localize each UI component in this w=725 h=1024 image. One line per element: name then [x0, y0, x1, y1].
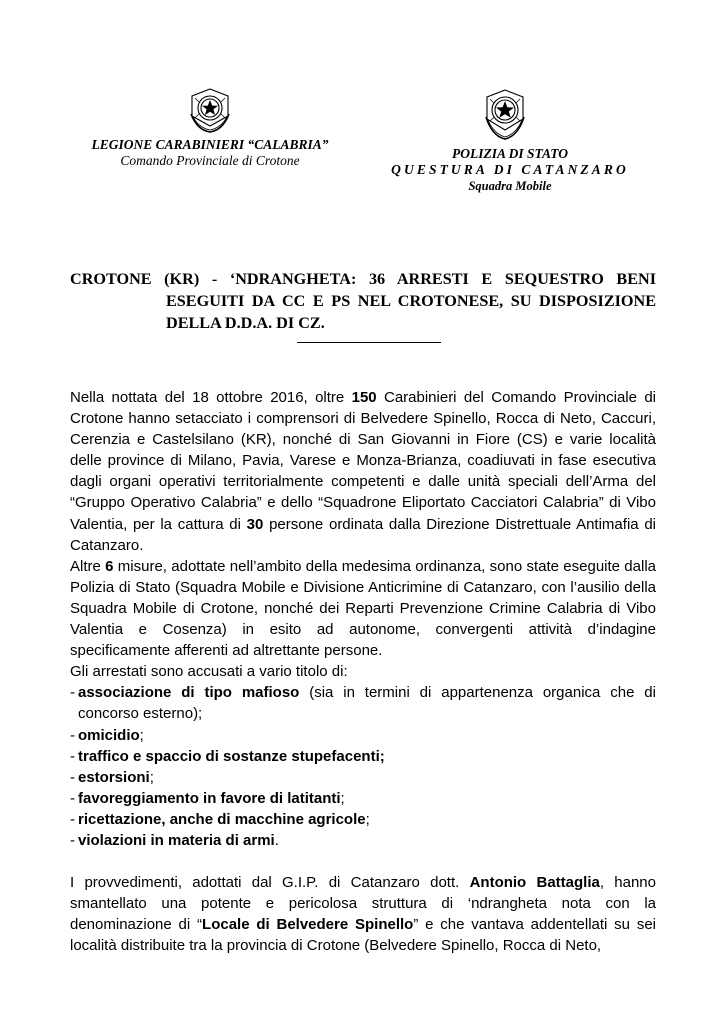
charge-name: favoreggiamento in favore di latitanti: [78, 789, 341, 807]
count-measures: 6: [105, 557, 114, 575]
document-body: [70, 387, 656, 956]
text-run: ;: [149, 768, 154, 786]
list-dash: -: [70, 726, 75, 744]
list-dash: -: [70, 747, 75, 765]
list-item: [70, 830, 656, 851]
list-dash: -: [70, 810, 75, 828]
polizia-heading: POLIZIA DI STATO: [451, 146, 569, 161]
text-run: persone ordinata dalla Direzione Distrettuale Antimafia di Catanzaro.: [70, 515, 656, 554]
questura-heading: QUESTURA DI CATANZARO: [391, 162, 629, 177]
charge-name: ricettazione, anche di macchine agricole: [78, 810, 366, 828]
charge-name: estorsioni: [78, 768, 150, 786]
charge-name: omicidio: [78, 726, 140, 744]
list-item: [70, 809, 656, 830]
list-item: [70, 725, 656, 746]
text-run: ;: [340, 789, 345, 807]
judge-name: Antonio Battaglia: [469, 874, 600, 892]
text-run: Altre: [70, 557, 106, 575]
list-dash: -: [70, 768, 75, 786]
carabinieri-command-subheading: Comando Provinciale di Crotone: [120, 153, 300, 168]
title-underline-divider: [297, 342, 441, 343]
text-run: I provvedimenti, adottati dal G.I.P. di Catanzaro dott.: [70, 874, 470, 892]
text-run: ;: [365, 810, 370, 828]
text-run: ” e che vantava addentellati su sei località distribuite tra la provincia di Crotone (Belvedere Spinello, Rocca di Neto,: [70, 916, 657, 955]
list-dash: -: [70, 684, 75, 702]
title-line-3: DELLA D.D.A. DI CZ.: [166, 314, 325, 332]
count-carabinieri: 150: [351, 389, 377, 406]
paragraph-gip-measures: [70, 872, 656, 956]
charge-name: associazione di tipo mafioso: [78, 684, 300, 702]
title-line-2: ESEGUITI DA CC E PS NEL CROTONESE, SU DISPOSIZIONE: [166, 292, 656, 310]
list-dash: -: [70, 831, 75, 849]
title-line-1: CROTONE (KR) - ‘NDRANGHETA: 36 ARRESTI E SEQUESTRO BENI: [70, 270, 656, 288]
list-item: [70, 682, 656, 724]
text-run: , hanno smantellato una potente e pericolosa struttura di ‘ndrangheta nota con la denominazione di “: [70, 874, 656, 934]
text-run: .: [274, 831, 279, 849]
paragraph-police-measures: [70, 556, 656, 661]
charge-name: traffico e spaccio di sostanze stupefacenti;: [78, 747, 385, 765]
paragraph-charges-intro: Gli arrestati sono accusati a vario titolo di:: [70, 663, 348, 681]
squadra-mobile-subheading: Squadra Mobile: [468, 179, 552, 193]
charges-list: [70, 682, 656, 851]
list-dash: -: [70, 789, 75, 807]
text-run: (sia in termini di appartenenza organica che di concorso esterno);: [78, 684, 656, 723]
text-run: ;: [139, 726, 144, 744]
paragraph-operation-summary: [70, 387, 656, 556]
list-item: [70, 767, 656, 788]
clan-name: Locale di Belvedere Spinello: [202, 916, 414, 934]
italian-republic-emblem-icon: [187, 86, 233, 134]
carabinieri-legion-heading: LEGIONE CARABINIERI “CALABRIA”: [91, 137, 329, 152]
paragraph-spacer: [70, 851, 656, 872]
text-run: misure, adottate nell’ambito della medesima ordinanza, sono state eseguite dalla Polizia di Stato (Squadra Mobile e Divisione Anticrimine di Catanzaro, con l’ausilio della Squadra Mobile di Crotone, nonché dei Reparti Prevenzione Crimine Calabria di Vibo Valentia e Cosenza) in esito ad autonome, convergenti attività d’indagine specificamente afferenti ad altrettante persone.: [70, 557, 656, 660]
text-run: Nella nottata del 18 ottobre 2016, oltre: [70, 389, 352, 406]
text-run: Carabinieri del Comando Provinciale di Crotone hanno setacciato i comprensori di Belvedere Spinello, Rocca di Neto, Caccuri, Cerenzia e Castelsilano (KR), nonché di San Giovanni in Fiore (CS) e varie località delle province di Milano, Pavia, Varese e Monza-Brianza, coadiuvati in fase esecutiva dagli organi operativi territorialmente competenti e dalle unità speciali dell’Arma del “Gruppo Operativo Calabria” e dello “Squadrone Eliportato Cacciatori Calabria” di Vibo Valentia, per la cattura di: [70, 389, 657, 533]
count-arrested: 30: [246, 515, 264, 533]
list-item: [70, 746, 656, 767]
italian-republic-emblem-icon: [482, 86, 528, 142]
list-item: [70, 788, 656, 809]
press-release-title: [70, 268, 656, 334]
charge-name: violazioni in materia di armi: [78, 831, 275, 849]
